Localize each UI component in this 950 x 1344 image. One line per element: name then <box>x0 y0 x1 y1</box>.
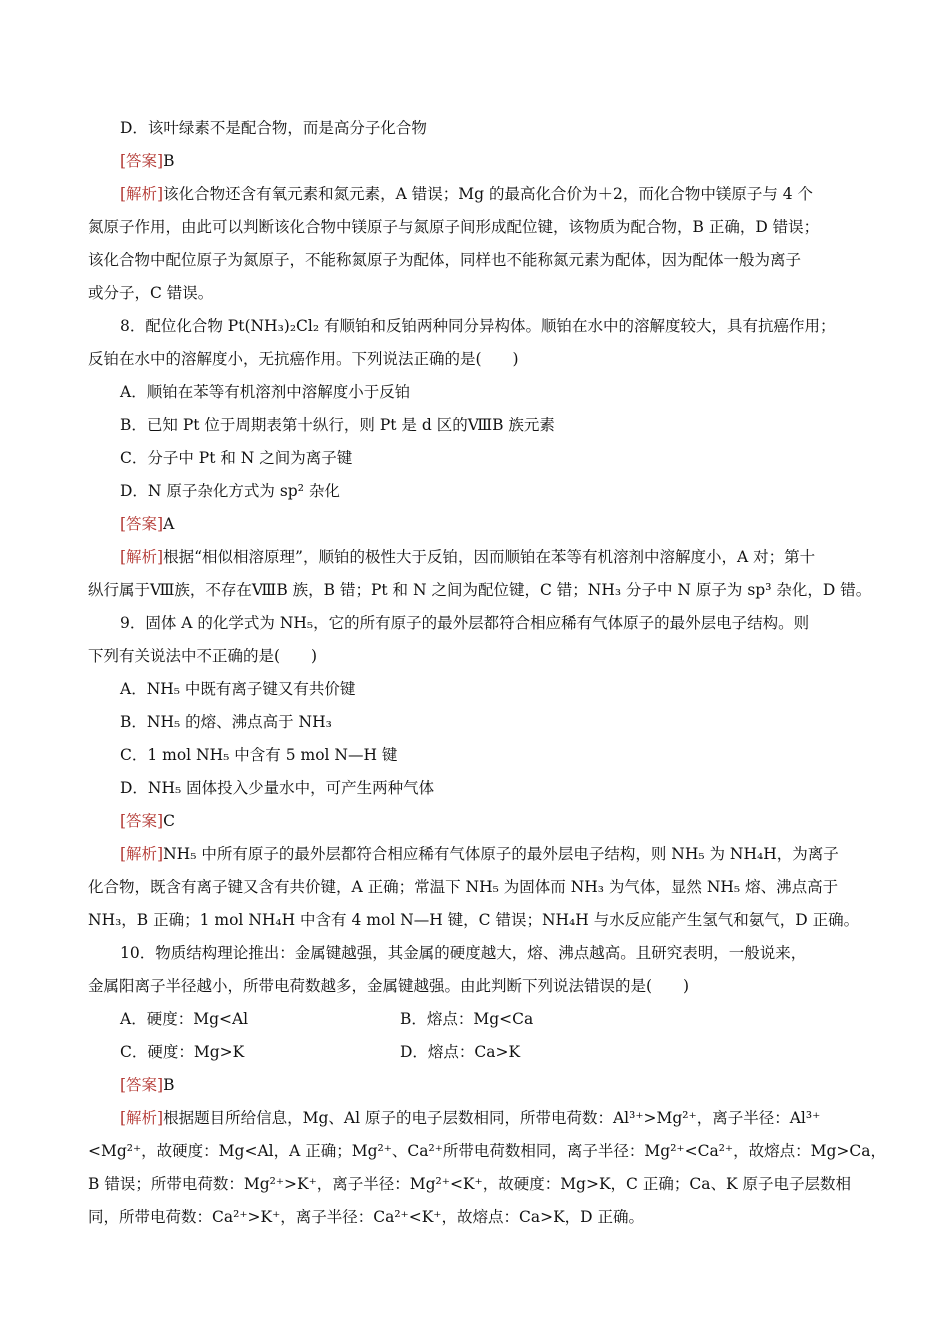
q7-analysis-line: 氮原子作用，由此可以判断该化合物中镁原子与氮原子间形成配位键，该物质为配合物，B 正确，D 错误； <box>88 218 820 236</box>
q9-option-a: A．NH₅ 中既有离子键又有共价键 <box>120 680 356 698</box>
q10-analysis-line: 同，所带电荷数：Ca²⁺>K⁺，离子半径：Ca²⁺<K⁺，故熔点：Ca>K，D 正确。 <box>88 1208 645 1226</box>
analysis-tag: [解析] <box>120 548 164 566</box>
q10-stem-line: 10．物质结构理论推出：金属键越强，其金属的硬度越大，熔、沸点越高。且研究表明，一般说来， <box>120 944 807 962</box>
q10-stem-line: 金属阳离子半径越小，所带电荷数越多，金属键越强。由此判断下列说法错误的是( ) <box>88 977 690 995</box>
q8-answer <box>88 508 868 541</box>
q9-answer <box>88 805 868 838</box>
q8-option-b: B．已知 Pt 位于周期表第十纵行，则 Pt 是 d 区的ⅧB 族元素 <box>120 416 555 434</box>
q8-option-a: A．顺铂在苯等有机溶剂中溶解度小于反铂 <box>120 383 411 401</box>
q10-option-c: C．硬度：Mg>K <box>120 1043 245 1061</box>
answer-value: B <box>163 152 175 170</box>
q7-answer <box>88 145 868 178</box>
analysis-tag: [解析] <box>120 185 164 203</box>
q8-analysis-line: [解析]根据“相似相溶原理”，顺铂的极性大于反铂，因而顺铂在苯等有机溶剂中溶解度小，A 对；第十 <box>120 548 816 566</box>
answer-tag: [答案] <box>120 152 164 170</box>
analysis-tag: [解析] <box>120 1109 164 1127</box>
answer-tag: [答案] <box>120 1076 164 1094</box>
q8-analysis-line: 纵行属于Ⅷ族，不存在ⅧB 族，B 错；Pt 和 N 之间为配位键，C 错；NH₃ 分子中 N 原子为 sp³ 杂化，D 错。 <box>88 581 872 599</box>
q7-analysis-line: 该化合物中配位原子为氮原子，不能称氮原子为配体，同样也不能称氮元素为配体，因为配体一般为离子 <box>88 251 802 269</box>
q10-analysis-line: <Mg²⁺，故硬度：Mg<Al，A 正确；Mg²⁺、Ca²⁺所带电荷数相同，离子半径：Mg²⁺<Ca²⁺，故熔点：Mg>Ca， <box>88 1142 886 1160</box>
q10-options-row <box>88 1003 868 1036</box>
q8-stem-line: 反铂在水中的溶解度小，无抗癌作用。下列说法正确的是( ) <box>88 350 519 368</box>
q9-analysis-line: NH₃，B 正确；1 mol NH₄H 中含有 4 mol N—H 键，C 错误；NH₄H 与水反应能产生氢气和氨气，D 正确。 <box>88 911 860 929</box>
q8-option-d: D．N 原子杂化方式为 sp² 杂化 <box>120 482 340 500</box>
q10-option-a: A．硬度：Mg<Al <box>120 1010 249 1028</box>
answer-value: A <box>163 515 175 533</box>
q10-analysis-line: B 错误；所带电荷数：Mg²⁺>K⁺，离子半径：Mg²⁺<K⁺，故硬度：Mg>K，C 正确；Ca、K 原子电子层数相 <box>88 1175 851 1193</box>
q9-stem-line: 9．固体 A 的化学式为 NH₅，它的所有原子的最外层都符合相应稀有气体原子的最外层电子结构。则 <box>120 614 810 632</box>
q9-analysis-line: [解析]NH₅ 中所有原子的最外层都符合相应稀有气体原子的最外层电子结构，则 NH₅ 为 NH₄H，为离子 <box>120 845 839 863</box>
q10-options-row <box>88 1036 868 1069</box>
q7-option-d: D．该叶绿素不是配合物，而是高分子化合物 <box>120 119 427 137</box>
q9-option-d: D．NH₅ 固体投入少量水中，可产生两种气体 <box>120 779 435 797</box>
answer-value: C <box>163 812 175 830</box>
q8-option-c: C．分子中 Pt 和 N 之间为离子键 <box>120 449 353 467</box>
q9-analysis-line: 化合物，既含有离子键又含有共价键，A 正确；常温下 NH₅ 为固体而 NH₃ 为气体，显然 NH₅ 熔、沸点高于 <box>88 878 839 896</box>
q7-analysis-line: 或分子，C 错误。 <box>88 284 214 302</box>
q8-stem-line: 8．配位化合物 Pt(NH₃)₂Cl₂ 有顺铂和反铂两种同分异构体。顺铂在水中的溶解度较大，具有抗癌作用； <box>120 317 836 335</box>
answer-tag: [答案] <box>120 515 164 533</box>
q10-option-d: D．熔点：Ca>K <box>400 1043 521 1061</box>
document-body <box>88 112 886 1234</box>
answer-tag: [答案] <box>120 812 164 830</box>
q9-option-b: B．NH₅ 的熔、沸点高于 NH₃ <box>120 713 332 731</box>
answer-value: B <box>163 1076 175 1094</box>
q10-answer <box>88 1069 868 1102</box>
analysis-tag: [解析] <box>120 845 164 863</box>
q9-stem-line: 下列有关说法中不正确的是( ) <box>88 647 318 665</box>
q7-analysis-line: [解析]该化合物还含有氧元素和氮元素，A 错误；Mg 的最高化合价为＋2，而化合物中镁原子与 4 个 <box>120 185 814 203</box>
q10-analysis-line: [解析]根据题目所给信息，Mg、Al 原子的电子层数相同，所带电荷数：Al³⁺>Mg²⁺，离子半径：Al³⁺ <box>120 1109 821 1127</box>
q9-option-c: C．1 mol NH₅ 中含有 5 mol N—H 键 <box>120 746 398 764</box>
q10-option-b: B．熔点：Mg<Ca <box>400 1010 534 1028</box>
